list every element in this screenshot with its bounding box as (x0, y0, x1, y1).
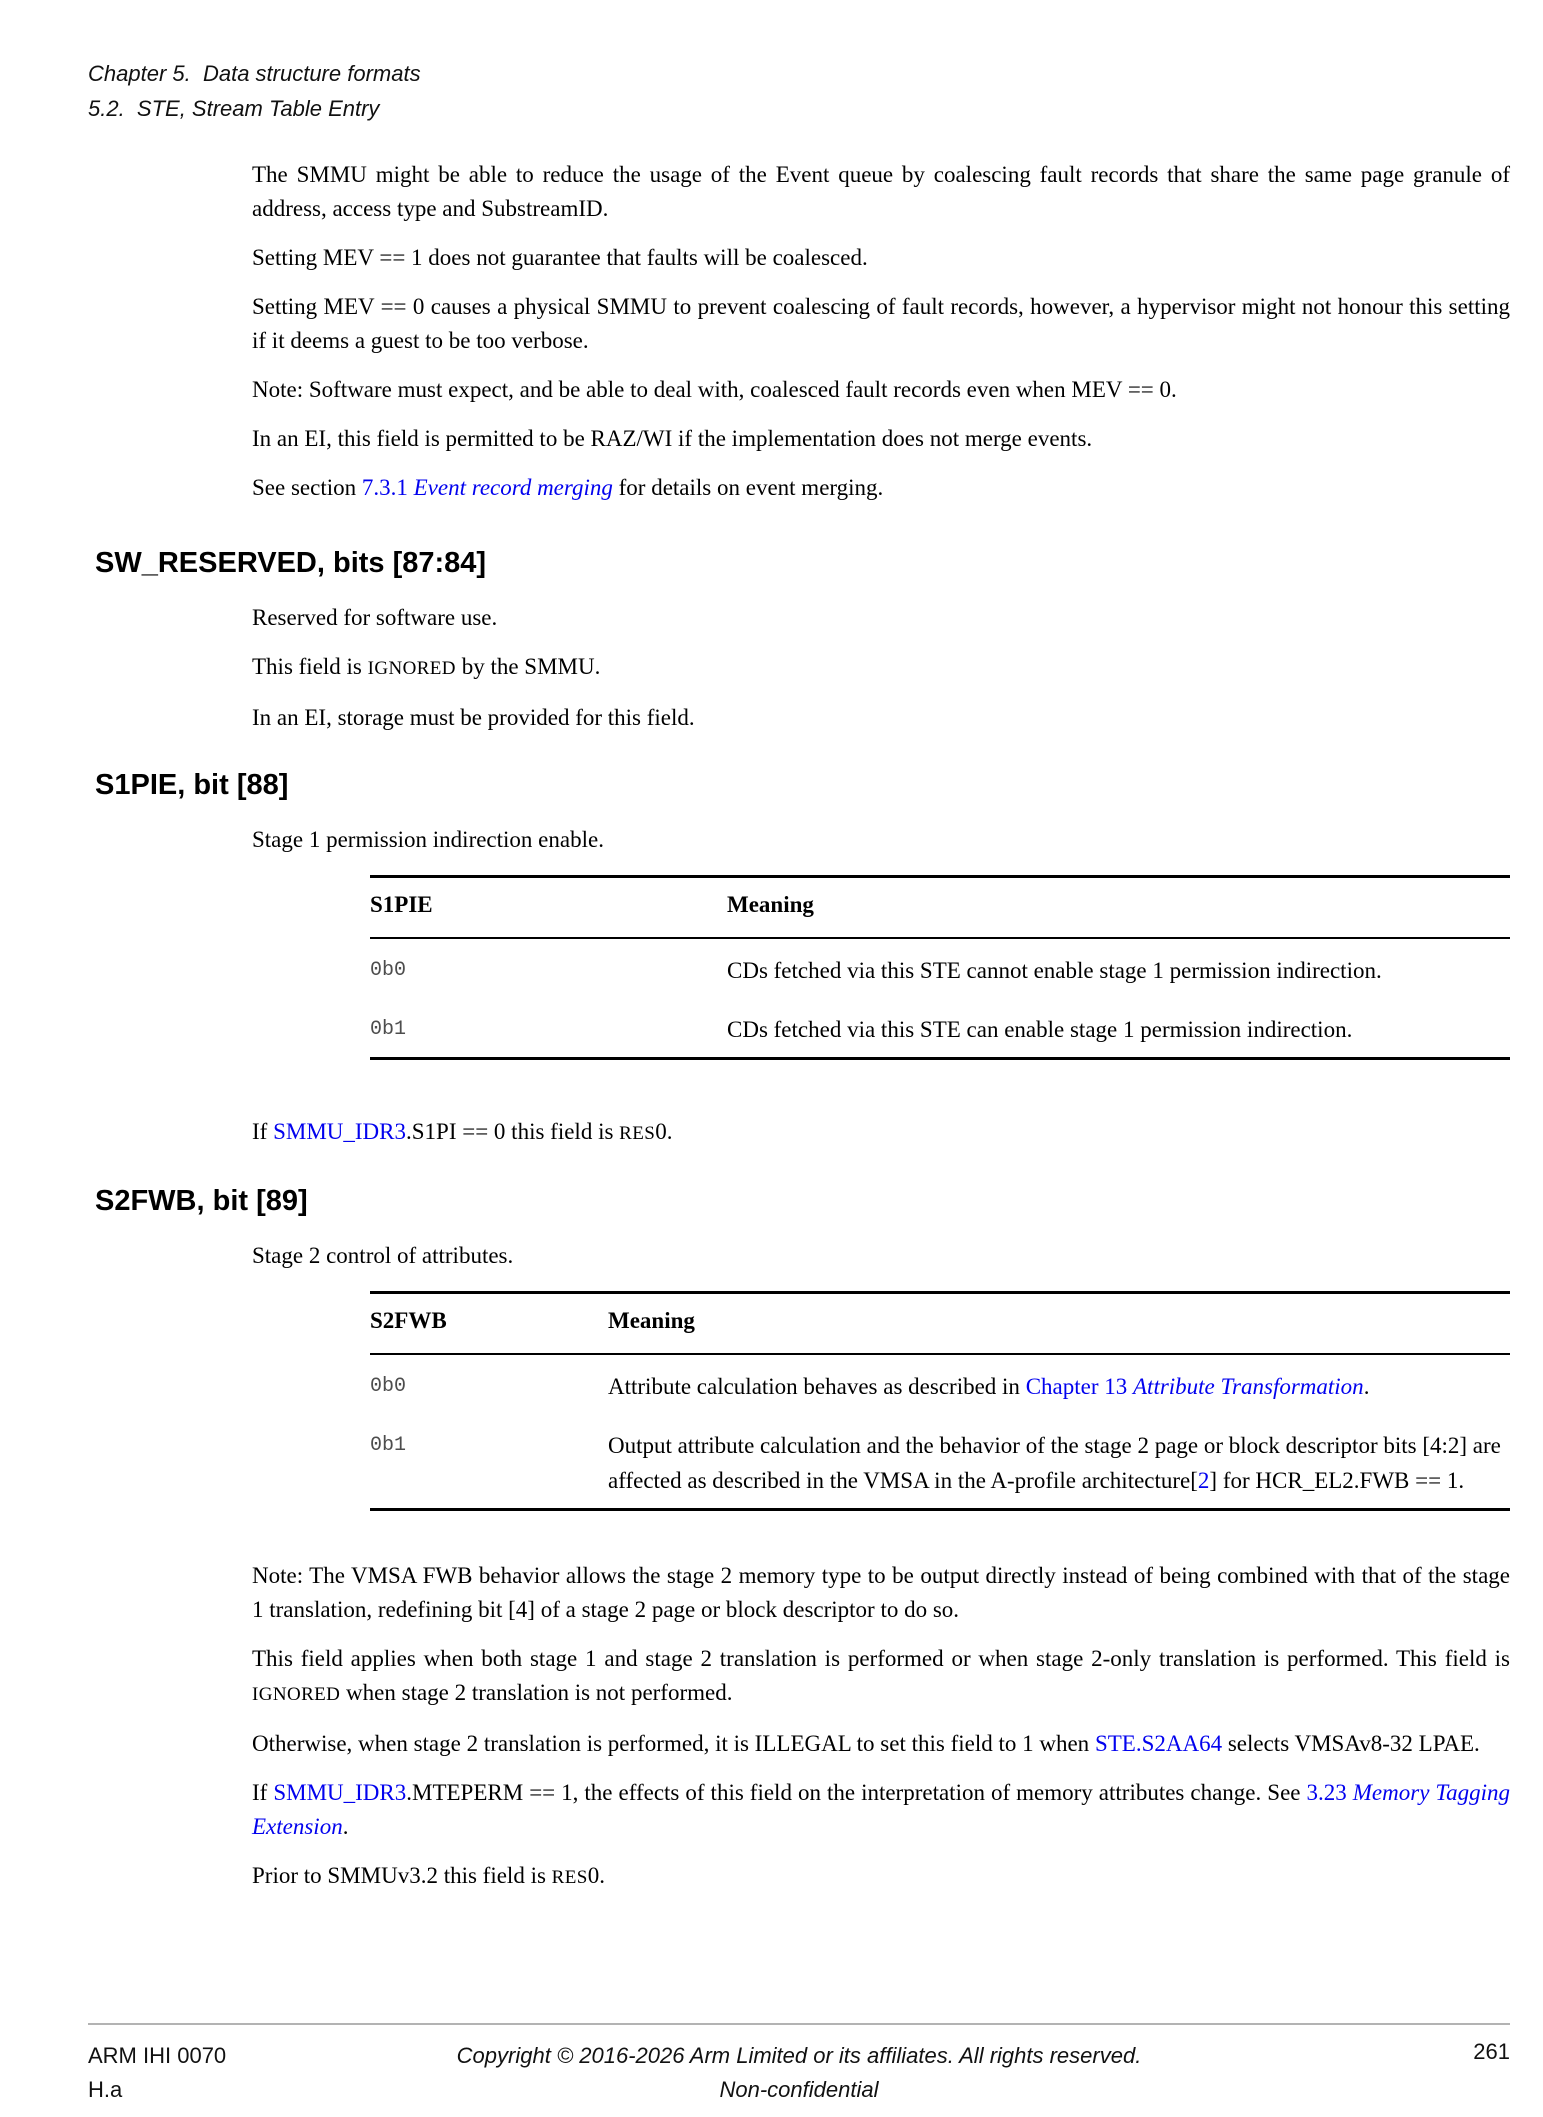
text-segment: . (1363, 1374, 1370, 1399)
table-header-meaning: Meaning (608, 1293, 1510, 1355)
text-segment: Otherwise, when stage 2 translation is performed, it is ILLEGAL to set this field to 1 when (252, 1731, 1095, 1756)
text-segment: RES (551, 1867, 588, 1888)
text-segment: Setting MEV == 0 causes a physical SMMU to prevent coalescing of fault records, however, a hypervisor might not honour this setting if it deems a guest to be too verbose. (252, 294, 1510, 353)
text-segment: Stage 1 permission indirection enable. (252, 827, 604, 852)
text-segment: CDs fetched via this STE can enable stage 1 permission indirection. (727, 1017, 1353, 1042)
text-segment: This field is (252, 654, 368, 679)
paragraph (252, 701, 1510, 735)
footer-copyright-block (88, 2039, 1510, 2107)
table-row (370, 1414, 1510, 1510)
paragraph (252, 290, 1510, 358)
text-segment: .S1PI == 0 this field is (406, 1119, 620, 1144)
text-segment: If (252, 1119, 274, 1144)
section-heading-sw-reserved: SW_RESERVED, bits [87:84] (95, 547, 487, 579)
paragraph (252, 1776, 1510, 1844)
text-segment: . (342, 1814, 349, 1839)
text-segment: Prior to SMMUv3.2 this field is (252, 1863, 552, 1888)
cross-reference-link[interactable]: Event record merging (413, 475, 613, 500)
meaning-cell (727, 998, 1510, 1059)
text-segment: 0. (587, 1863, 605, 1888)
s2fwb-table (370, 1291, 1510, 1511)
page-header (88, 56, 421, 126)
paragraph (252, 471, 1510, 505)
value-cell: 0b1 (370, 1434, 407, 1457)
paragraph (252, 1239, 1510, 1273)
page-body (0, 158, 1543, 1910)
meaning-cell (608, 1414, 1510, 1510)
cross-reference-link[interactable]: SMMU_IDR3 (273, 1780, 407, 1805)
text-segment: IGNORED (252, 1684, 341, 1705)
paragraph (252, 241, 1510, 275)
text-segment: CDs fetched via this STE cannot enable stage 1 permission indirection. (727, 958, 1382, 983)
text-segment: If (252, 1780, 274, 1805)
text-segment: See section (252, 475, 362, 500)
text-segment: 0. (655, 1119, 673, 1144)
footer-doc-id: ARM IHI 0070 (88, 2043, 227, 2068)
paragraph (252, 422, 1510, 456)
text-segment: RES (619, 1123, 656, 1144)
text-segment: .MTEPERM == 1, the effects of this field on the interpretation of memory attributes change. See (406, 1780, 1307, 1805)
text-segment: when stage 2 translation is not performed. (340, 1680, 733, 1705)
section-heading-s2fwb: S2FWB, bit [89] (95, 1185, 308, 1217)
cross-reference-link[interactable]: 2 (1197, 1468, 1210, 1493)
text-segment: Note: Software must expect, and be able to deal with, coalesced fault records even when MEV == 0. (252, 377, 1177, 402)
text-segment: selects VMSAv8-32 LPAE. (1222, 1731, 1480, 1756)
cross-reference-link[interactable]: Attribute Transformation (1133, 1374, 1364, 1399)
value-cell: 0b0 (370, 959, 407, 982)
footer-revision: H.a (88, 2077, 123, 2102)
paragraph (252, 1859, 1510, 1895)
table-header-value: S1PIE (370, 877, 727, 939)
paragraph (252, 1559, 1510, 1627)
footer-copyright: Copyright © 2016-2026 Arm Limited or its affiliates. All rights reserved. (456, 2043, 1142, 2068)
paragraph (252, 373, 1510, 407)
text-segment: Attribute calculation behaves as described in (608, 1374, 1026, 1399)
text-segment: In an EI, this field is permitted to be RAZ/WI if the implementation does not merge events. (252, 426, 1093, 451)
table-row (370, 1354, 1510, 1414)
cross-reference-link[interactable]: Chapter 13 (1025, 1374, 1133, 1399)
page-footer (88, 2023, 1510, 2109)
text-segment: Output attribute calculation and the behavior of the stage 2 page or block descriptor bits [4:2] are affected as described in the VMSA in the A-profile architecture[ (608, 1433, 1501, 1493)
text-segment: IGNORED (367, 658, 456, 679)
chapter-title: Chapter 5. Data structure formats (88, 61, 421, 86)
table-header-row (370, 1293, 1510, 1355)
paragraph (252, 1642, 1510, 1712)
footer-page-number: 261 (1473, 2039, 1510, 2064)
table-row (370, 998, 1510, 1059)
section-heading-s1pie: S1PIE, bit [88] (95, 769, 289, 801)
text-segment: In an EI, storage must be provided for this field. (252, 705, 695, 730)
table-header-row (370, 877, 1510, 939)
cross-reference-link[interactable]: Memory Tagging Extension (252, 1780, 1510, 1839)
footer-confidentiality: Non-confidential (719, 2077, 879, 2102)
text-segment: This field applies when both stage 1 and stage 2 translation is performed or when stage 2-only translation is performed. This field is (252, 1646, 1510, 1671)
table-header-meaning: Meaning (727, 877, 1510, 939)
meaning-cell (727, 938, 1510, 998)
paragraph (252, 1115, 1510, 1151)
text-segment: The SMMU might be able to reduce the usage of the Event queue by coalescing fault records that share the same page granule of address, access type and SubstreamID. (252, 162, 1510, 221)
cross-reference-link[interactable]: 3.23 (1306, 1780, 1353, 1805)
cross-reference-link[interactable]: STE.S2AA64 (1094, 1731, 1223, 1756)
text-segment: ] for HCR_EL2.FWB == 1. (1209, 1468, 1465, 1493)
cross-reference-link[interactable]: 7.3.1 (361, 475, 414, 500)
paragraph (252, 601, 1510, 635)
table-header-value: S2FWB (370, 1293, 608, 1355)
text-segment: Reserved for software use. (252, 605, 498, 630)
text-segment: Note: The VMSA FWB behavior allows the stage 2 memory type to be output directly instead of being combined with that of the stage 1 translation, redefining bit [4] of a stage 2 page or block descriptor to do so. (252, 1563, 1510, 1622)
paragraph (252, 823, 1510, 857)
paragraph (252, 1727, 1510, 1761)
text-segment: by the SMMU. (455, 654, 601, 679)
paragraph (252, 158, 1510, 226)
paragraph (252, 650, 1510, 686)
meaning-cell (608, 1354, 1510, 1414)
value-cell: 0b1 (370, 1018, 407, 1041)
text-segment: for details on event merging. (612, 475, 884, 500)
cross-reference-link[interactable]: SMMU_IDR3 (273, 1119, 406, 1144)
text-segment: Setting MEV == 1 does not guarantee that faults will be coalesced. (252, 245, 868, 270)
table-row (370, 938, 1510, 998)
value-cell: 0b0 (370, 1375, 407, 1398)
s1pie-table (370, 875, 1510, 1060)
text-segment: Stage 2 control of attributes. (252, 1243, 514, 1268)
section-breadcrumb: 5.2. STE, Stream Table Entry (88, 96, 380, 121)
